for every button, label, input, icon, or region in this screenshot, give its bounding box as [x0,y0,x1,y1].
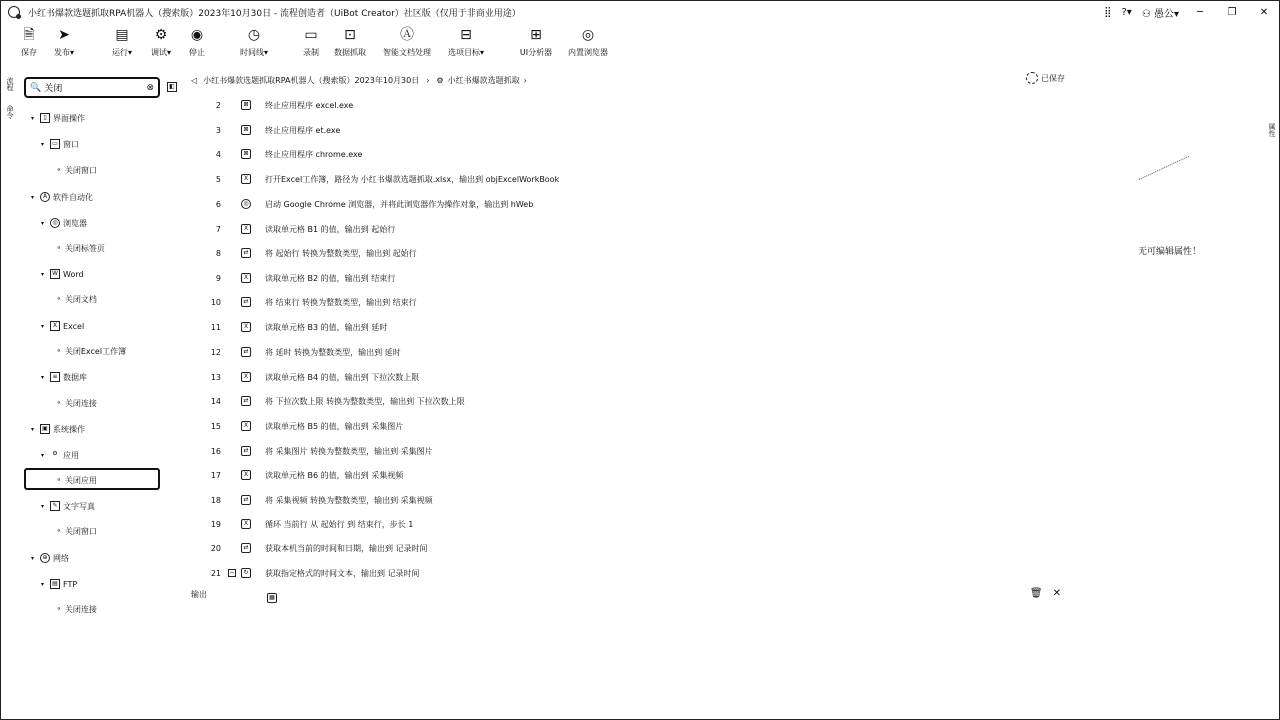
autosave-status: 已保存 [1026,72,1065,84]
tab-commands[interactable]: 命令 [6,105,14,119]
user-icon: ⚇ [1141,8,1151,20]
step-row[interactable]: 14 ⇄ 将 下拉次数上限 转换为整数类型，输出到 下拉次数上限 [210,396,465,406]
step-row[interactable]: 19 X 循环 当前行 从 起始行 到 结束行，步长 1 [210,519,414,529]
tree-group-word[interactable]: ▾ W Word [41,269,84,279]
caret-down-icon: ▾ [31,193,35,201]
caret-down-icon: ▾ [31,425,35,433]
tree-group-app[interactable]: ▾ ⚙ 应用 [41,450,79,460]
chevron-right-icon: › [426,75,430,85]
step-row[interactable]: 6 ◎ 启动 Google Chrome 浏览器，并将此浏览器作为操作对象，输出到 hWeb [215,199,534,209]
step-row[interactable]: 15 X 读取单元格 B5 的值，输出到 采集图片 [210,421,404,431]
chevron-right-icon: › [523,75,527,85]
tree-group-ftp[interactable]: ▾ ▤ FTP [41,579,78,589]
window-icon: ▭ [50,139,60,149]
browser-launch-icon: ◎ [241,199,251,209]
save-icon: 🗎 [23,27,35,43]
step-row[interactable]: 10 ⇄ 将 结束行 转换为整数类型，输出到 结束行 [210,297,417,307]
record-button[interactable]: ▭ 录制 [303,27,319,57]
tree-group-excel[interactable]: ▾ X Excel [41,321,85,331]
tree-group-window[interactable]: ▾ ▭ 窗口 [41,139,79,149]
run-icon: ▤ [115,27,129,43]
datetime-icon: ▦ [267,593,277,603]
convert-icon: ⇄ [241,347,251,357]
ui-analyzer-icon: ⊞ [530,27,542,43]
step-row[interactable]: 11 X 读取单元格 B3 的值，输出到 延时 [210,322,388,332]
tab-properties[interactable]: 属性 [1268,123,1276,137]
excel-read-icon: X [241,470,251,480]
tree-group-network[interactable]: ▾ ⊕ 网络 [31,553,69,563]
excel-read-icon: X [241,273,251,283]
step-row[interactable]: 2 ⊠ 终止应用程序 excel.exe [215,100,354,110]
tree-leaf[interactable]: ⚬ 关闭Excel工作簿 [56,346,127,356]
window-title: 小红书爆款选题抓取RPA机器人（搜索版）2023年10月30日 - 流程创造者（UiBot Creator）社区版（仅用于非商业用途） [28,8,521,19]
command-dot-icon: ⚬ [56,295,62,303]
browser-icon: ◎ [50,218,60,228]
step-row[interactable]: 9 X 读取单元格 B2 的值，输出到 结束行 [215,273,396,283]
step-row[interactable]: 18 ⇄ 将 采集视频 转换为整数类型，输出到 采集视频 [210,495,433,505]
tree-group-database[interactable]: ▾ ≡ 数据库 [41,372,87,382]
tree-leaf[interactable]: ⚬ 关闭窗口 [56,526,97,536]
ftp-icon: ▤ [50,579,60,589]
debug-icon: ⚙ [154,27,168,43]
caret-down-icon: ▾ [41,373,45,381]
caret-down-icon: ▾ [31,114,35,122]
title-bar-controls [1104,3,1275,21]
search-icon: 🔍 [30,82,42,93]
caret-down-icon: ▾ [31,554,35,562]
ui-analyzer-button[interactable]: ⊞ UI分析器 [519,27,553,57]
step-row[interactable]: 20 ⇄ 获取本机当前的时间和日期，输出到 记录时间 [210,543,428,553]
right-tab-strip [1267,123,1280,151]
breadcrumb [191,73,527,87]
step-row[interactable]: 12 ⇄ 将 延时 转换为整数类型，输出到 延时 [210,347,401,357]
title-bar [1,1,1280,23]
command-search-box[interactable] [24,77,160,98]
saving-spinner-icon [1026,72,1038,84]
record-icon: ▭ [304,27,318,43]
user-menu[interactable]: ⚇ 愚公▾ [1142,5,1179,20]
run-button[interactable]: ▤ 运行▾ [111,27,132,57]
system-icon: ▣ [40,424,50,434]
convert-icon: ⇄ [241,396,251,406]
flow-block-icon: ⚙ [436,75,444,85]
minimize-button[interactable]: ─ [1196,6,1204,18]
text-icon: ✎ [50,501,60,511]
trash-icon[interactable]: 🗑 [1029,588,1043,599]
terminate-app-icon: ⊠ [241,100,251,110]
command-dot-icon: ⚬ [56,166,62,174]
help-icon[interactable]: ?▾ [1121,6,1132,18]
grid-icon[interactable]: ⣿ [1104,6,1112,18]
caret-down-icon: ▾ [41,502,45,510]
tree-group-browser[interactable]: ▾ ◎ 浏览器 [41,218,87,228]
terminate-app-icon: ⊠ [241,125,251,135]
app-logo-icon [8,6,20,18]
ai-doc-button[interactable]: Ⓐ 智能文档处理 [383,27,431,57]
command-dot-icon: ⚬ [56,399,62,407]
tree-group-automation[interactable]: ▾ A 软件自动化 [31,192,93,202]
send-icon: ➤ [58,27,70,43]
excel-read-icon: X [241,519,251,529]
tree-leaf[interactable]: ⚬ 关闭连接 [56,398,97,408]
tree-leaf[interactable]: ⚬ 关闭标签页 [56,243,105,253]
save-button[interactable]: 🗎 保存 [21,27,37,57]
caret-down-icon: ▾ [41,451,45,459]
collapse-toggle-icon[interactable]: − [229,569,235,576]
excel-open-icon: X [241,174,251,184]
excel-read-icon: X [241,322,251,332]
step-row[interactable]: 16 ⇄ 将 采集图片 转换为整数类型，输出到 采集图片 [210,446,433,456]
publish-button[interactable]: ➤ 发布▾ [53,27,74,57]
tree-leaf[interactable]: ⚬ 关闭窗口 [56,165,97,175]
selected-command-highlight [24,468,160,490]
tree-leaf-selected[interactable]: ⚬ 关闭应用 [56,475,97,485]
main-toolbar [1,27,1280,67]
back-arrow-icon[interactable]: ◁ [191,75,198,85]
step-row[interactable]: 3 ⊠ 终止应用程序 et.exe [215,125,341,135]
maximize-button[interactable]: ❐ [1227,6,1237,18]
tree-group-ui[interactable]: ▾ ▯ 界面操作 [31,113,85,123]
caret-down-icon: ▾ [41,270,45,278]
step-row[interactable]: 5 X 打开Excel工作簿，路径为 小红书爆款选题抓取.xlsx，输出到 objExcelWorkBook [215,174,560,184]
search-input[interactable] [44,83,134,93]
tree-leaf[interactable]: ⚬ 关闭连接 [56,604,97,614]
close-button[interactable]: ✕ [1259,6,1269,18]
output-panel-header [191,589,1071,601]
convert-icon: ⇄ [241,446,251,456]
convert-icon: ⇄ [241,543,251,553]
convert-icon: ⇄ [241,495,251,505]
step-row-loop[interactable]: 21 − ↻ 获取指定格式的时间文本，输出到 记录时间 [210,568,420,578]
left-tab-strip [5,77,17,133]
step-row[interactable]: 7 X 读取单元格 B1 的值，输出到 起始行 [215,224,396,234]
flow-step-list [191,93,1061,601]
ai-doc-icon: Ⓐ [400,27,414,43]
database-icon: ≡ [50,372,60,382]
step-row[interactable]: 4 ⊠ 终止应用程序 chrome.exe [215,149,363,159]
command-dot-icon: ⚬ [56,347,62,355]
empty-state-illustration [1139,156,1189,180]
network-icon: ⊕ [40,553,50,563]
data-scrape-button[interactable]: ⊡ 数据抓取 [334,27,366,57]
ui-icon: ▯ [40,113,50,123]
convert-icon: ⇄ [241,297,251,307]
data-scrape-icon: ⊡ [344,27,356,43]
caret-down-icon: ▾ [41,322,45,330]
convert-icon: ⇄ [241,248,251,258]
app-icon: ⚙ [52,450,58,457]
terminate-app-icon: ⊠ [241,149,251,159]
breadcrumb-item[interactable]: 小红书爆款选题抓取RPA机器人（搜索版）2023年10月30日 [203,75,420,85]
collapse-panel-icon[interactable]: ◧ [167,82,177,92]
target-icon: ⊟ [460,27,472,43]
caret-down-icon: ▾ [41,140,45,148]
close-icon[interactable]: ✕ [1052,588,1061,599]
step-row[interactable]: 17 X 读取单元格 B6 的值，输出到 采集视频 [210,470,404,480]
command-dot-icon: ⚬ [56,527,62,535]
properties-empty-text: 无可编辑属性！ [1138,247,1202,257]
command-dot-icon: ⚬ [56,244,62,252]
excel-read-icon: X [241,224,251,234]
command-dot-icon: ⚬ [56,605,62,613]
automation-icon: A [40,192,50,202]
caret-down-icon: ▾ [41,219,45,227]
timeline-button[interactable]: ◷ 时间线▾ [239,27,268,57]
stop-button[interactable]: ◉ 停止 [189,27,205,57]
command-dot-icon: ⚬ [56,476,62,484]
clock-icon: ◷ [247,27,261,43]
debug-button[interactable]: ⚙ 调试▾ [150,27,171,57]
word-icon: W [50,269,60,279]
select-target-button[interactable]: ⊟ 选项目标▾ [447,27,484,57]
tree-group-system[interactable]: ▾ ▣ 系统操作 [31,424,85,434]
step-row[interactable]: 8 ⇄ 将 起始行 转换为整数类型，输出到 起始行 [215,248,417,258]
caret-down-icon: ▾ [41,580,45,588]
tab-flow[interactable]: 流程 [6,77,14,91]
browser-icon: ◎ [581,27,595,43]
clear-search-icon[interactable]: ⊗ [146,82,154,93]
output-label: 输出 [191,590,207,599]
excel-icon: X [50,321,60,331]
excel-read-icon: X [241,421,251,431]
loop-icon: ↻ [241,568,251,578]
excel-read-icon: X [241,372,251,382]
builtin-browser-button[interactable]: ◎ 内置浏览器 [568,27,608,57]
tree-leaf[interactable]: ⚬ 关闭文档 [56,294,97,304]
tree-group-text[interactable]: ▾ ✎ 文字写真 [41,501,95,511]
breadcrumb-item[interactable]: 小红书爆款选题抓取 [447,75,520,85]
stop-icon: ◉ [190,27,204,43]
user-name: 愚公 [1153,8,1174,20]
step-row[interactable]: 13 X 读取单元格 B4 的值，输出到 下拉次数上限 [210,372,420,382]
